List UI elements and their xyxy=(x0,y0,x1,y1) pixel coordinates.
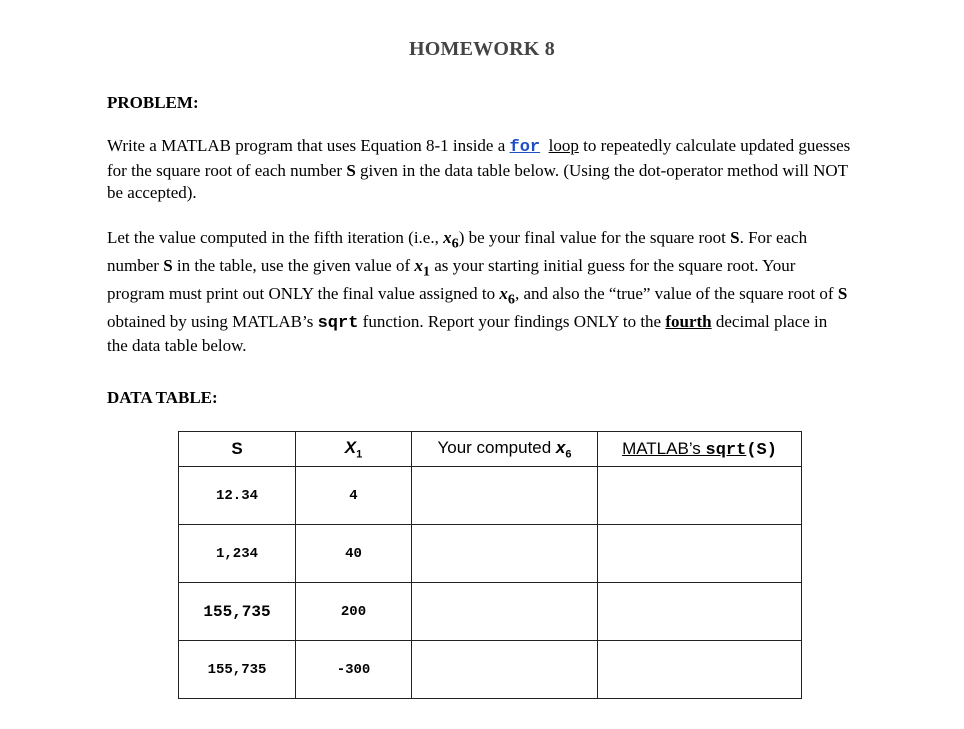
data-table xyxy=(178,431,802,699)
cell-matlab xyxy=(598,583,802,641)
cell-s: 12.34 xyxy=(179,467,296,525)
problem-heading: PROBLEM: xyxy=(107,93,199,112)
cell-x1: 200 xyxy=(296,583,412,641)
cell-matlab xyxy=(598,525,802,583)
table-row xyxy=(179,467,802,525)
sqrt-function: sqrt xyxy=(317,313,359,333)
table-row xyxy=(179,525,802,583)
cell-computed xyxy=(412,641,598,699)
cell-s: 1,234 xyxy=(179,525,296,583)
cell-x1: 4 xyxy=(296,467,412,525)
cell-computed xyxy=(412,583,598,641)
cell-computed xyxy=(412,467,598,525)
cell-matlab xyxy=(598,467,802,525)
cell-s: 155,735 xyxy=(179,583,296,641)
cell-s: 155,735 xyxy=(179,641,296,699)
header-matlab-sqrt: MATLAB’s sqrt(S) xyxy=(598,432,802,467)
fourth-word: fourth xyxy=(665,311,712,331)
problem-paragraph-2: Let the value computed in the fifth iteration (i.e., $x_6$) be your final value for the square root S. For each number S in the table, use the given value of $x_1$ as your starting initial guess for the square root. Your program must print out ONLY the final value assigned to $x_6$, and also the “true” value of the square root of S obtained by using MATLAB’s sqrt function. Report your findings ONLY to the fourth decimal place in the data table below. xyxy=(107,228,848,356)
cell-computed xyxy=(412,525,598,583)
page-title: HOMEWORK 8 xyxy=(409,38,555,60)
loop-word: loop xyxy=(548,136,579,155)
cell-matlab xyxy=(598,641,802,699)
header-x1: $X_1$ xyxy=(296,432,412,467)
header-s: S xyxy=(179,432,296,467)
table-row xyxy=(179,583,802,641)
problem-paragraph-1: Write a MATLAB program that uses Equation 8-1 inside a for loop to repeatedly calculate updated guesses for the square root of each number S given in the data table below. (Using the dot-operator method will NOT be accepted). xyxy=(107,136,851,202)
cell-x1: -300 xyxy=(296,641,412,699)
table-row xyxy=(179,641,802,699)
for-keyword: for xyxy=(509,138,541,157)
data-table-heading: DATA TABLE: xyxy=(107,388,218,407)
table-header-row xyxy=(179,432,802,467)
header-computed-x6: Your computed $x_6$ xyxy=(412,432,598,467)
cell-x1: 40 xyxy=(296,525,412,583)
